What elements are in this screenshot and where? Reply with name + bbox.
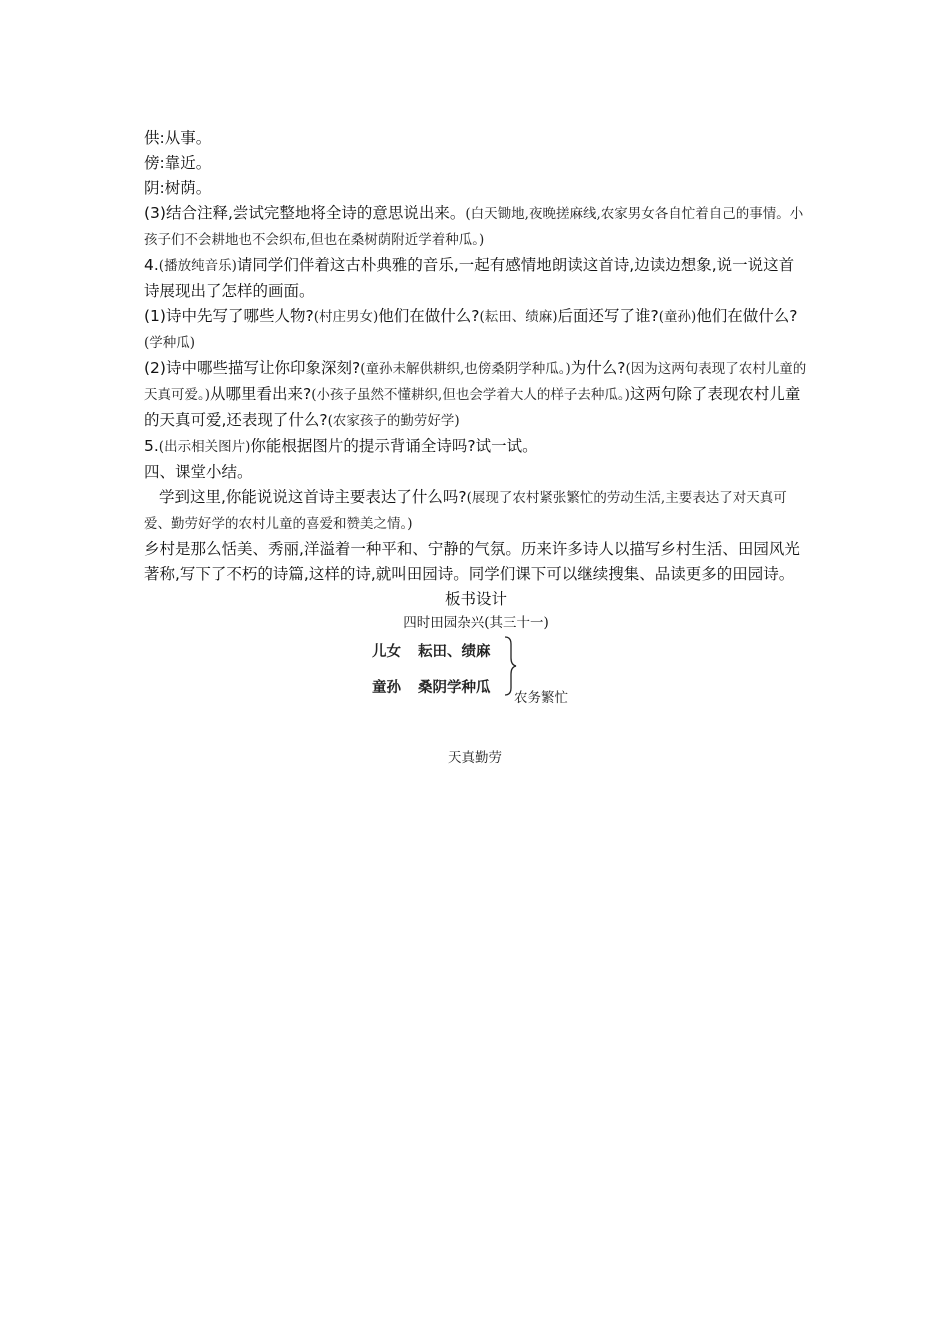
board-diagram xyxy=(372,634,632,714)
q4-1-text-1: (1)诗中先写了哪些人物? xyxy=(144,307,314,325)
question-3-answer: (白天锄地,夜晚搓麻线,农家男女各自忙着自己的事情。小孩子们不会耕地也不会织布,但也在桑树荫附近学着种瓜。) xyxy=(144,206,804,248)
board-row-children xyxy=(372,640,491,661)
q4-2-text-4: 这两句除了表现农村儿童的天真可爱,还表现了什么? xyxy=(144,385,801,429)
lesson-text xyxy=(144,126,808,635)
q4-1-text-3: 后面还写了谁? xyxy=(557,307,659,325)
summary-text: 学到这里,你能说说这首诗主要表达了什么吗? xyxy=(159,488,467,506)
section-heading-summary: 四、课堂小结。 xyxy=(144,463,253,481)
question-5-note: (出示相关图片) xyxy=(158,439,251,455)
question-4-1 xyxy=(144,304,808,356)
question-4-text: 请同学们伴着这古朴典雅的音乐,一起有感情地朗读这首诗,边读边想象,说一说这首诗展现出了怎样的画面。 xyxy=(144,256,795,300)
q4-2-text-3: 从哪里看出来? xyxy=(210,385,312,403)
question-3 xyxy=(144,201,808,253)
q4-2-text-1: (2)诗中哪些描写让你印象深刻? xyxy=(144,359,361,377)
board-design-heading: 板书设计 xyxy=(444,590,507,608)
closing-paragraph: 乡村是那么恬美、秀丽,洋溢着一种平和、宁静的气氛。历来许多诗人以描写乡村生活、田园风光著称,写下了不朽的诗篇,这样的诗,就叫田园诗。同学们课下可以继续搜集、品读更多的田园诗。 xyxy=(144,540,800,583)
summary-question xyxy=(144,485,808,537)
question-5-text: 你能根据图片的提示背诵全诗吗?试一试。 xyxy=(250,437,538,455)
question-4-2 xyxy=(144,356,808,434)
note-gong: 供:从事。 xyxy=(144,129,212,147)
q4-1-text-4: 他们在做什么? xyxy=(696,307,798,325)
summary-answer: (展现了农村紧张繁忙的劳动生活,主要表达了对天真可爱、勤劳好学的农村儿童的喜爱和赞美之情。) xyxy=(144,490,787,532)
question-4-note: (播放纯音乐) xyxy=(158,258,237,274)
note-bang: 傍:靠近。 xyxy=(144,154,212,172)
q4-2-answer-3: (小孩子虽然不懂耕织,但也会学着大人的样子去种瓜。) xyxy=(311,387,630,403)
q4-1-answer-3: (童孙) xyxy=(658,309,697,325)
board-row-2-who: 童孙 xyxy=(372,680,401,696)
q4-2-answer-2: (因为这两句表现了农村儿童的天真可爱。) xyxy=(144,361,807,403)
board-row-1-what: 耘田、绩麻 xyxy=(418,644,491,660)
board-innocent-label: 天真勤劳 xyxy=(448,750,502,766)
note-yin: 阴:树荫。 xyxy=(144,179,212,197)
board-row-1-who: 儿女 xyxy=(372,644,401,660)
question-5 xyxy=(144,434,808,460)
board-row-2-what: 桑阴学种瓜 xyxy=(418,680,491,696)
q4-1-text-2: 他们在做什么? xyxy=(378,307,480,325)
question-4 xyxy=(144,253,808,304)
question-3-text: (3)结合注释,尝试完整地将全诗的意思说出来。 xyxy=(144,204,466,222)
q4-1-answer-2: (耘田、绩麻) xyxy=(479,309,558,325)
question-5-number: 5. xyxy=(144,437,159,455)
question-4-number: 4. xyxy=(144,256,159,274)
board-busy-label: 农务繁忙 xyxy=(514,690,568,706)
q4-1-answer-1: (村庄男女) xyxy=(313,309,379,325)
board-row-grandchildren xyxy=(372,676,491,697)
board-poem-title: 四时田园杂兴(其三十一) xyxy=(403,615,549,631)
q4-2-answer-4: (农家孩子的勤劳好学) xyxy=(327,413,460,429)
q4-2-text-2: 为什么? xyxy=(570,359,626,377)
q4-2-answer-1: (童孙未解供耕织,也傍桑阴学种瓜。) xyxy=(360,361,571,377)
q4-1-answer-4: (学种瓜) xyxy=(144,335,196,351)
